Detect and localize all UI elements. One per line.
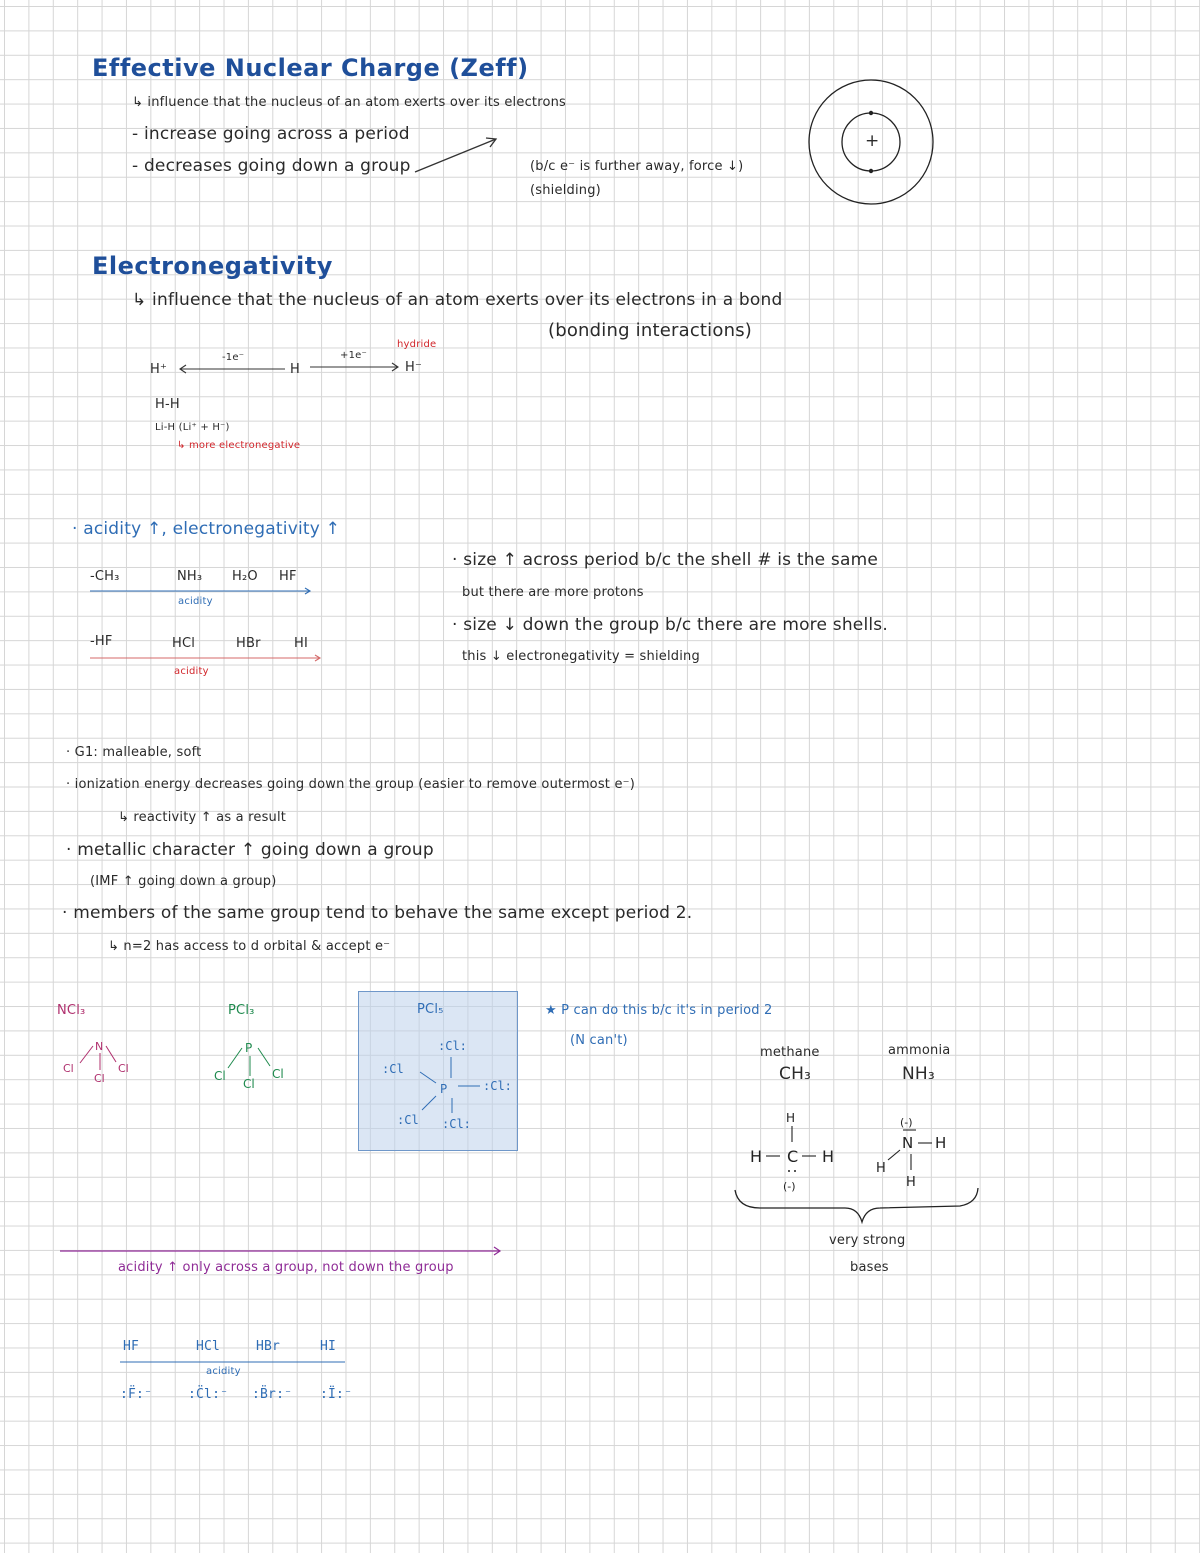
h-plus: H⁺ <box>150 362 168 377</box>
svg-text:H: H <box>786 1111 796 1125</box>
group-reactivity: ↳ reactivity ↑ as a result <box>118 810 287 825</box>
svg-text:H: H <box>750 1147 763 1166</box>
bottom-acidity-label: acidity <box>206 1366 241 1377</box>
hcl-row2: HCl <box>172 636 196 651</box>
svg-text:(-): (-) <box>900 1116 913 1129</box>
svg-text:H: H <box>822 1147 835 1166</box>
ammonia-formula: NH₃ <box>902 1064 935 1084</box>
minus-electron: -1e⁻ <box>222 352 245 363</box>
fluoride-ion: :F̈:⁻ <box>120 1387 153 1402</box>
group-imf: (IMF ↑ going down a group) <box>90 874 277 889</box>
svg-text::Cl: :Cl <box>382 1062 404 1076</box>
svg-text::Cl:: :Cl: <box>438 1039 467 1053</box>
svg-text:H: H <box>876 1161 886 1176</box>
methane-label: methane <box>760 1045 820 1060</box>
more-electronegative-note: ↳ more electronegative <box>177 440 301 451</box>
svg-text:Cl: Cl <box>243 1077 255 1091</box>
ammonia-label: ammonia <box>888 1043 951 1058</box>
nh3: NH₃ <box>177 569 203 584</box>
pcl5-label: PCl₅ <box>417 1002 444 1017</box>
bromide-ion: :B̈r:⁻ <box>252 1387 293 1402</box>
group-n2: ↳ n=2 has access to d orbital & accept e⁻ <box>108 939 391 954</box>
hydride-label: hydride <box>397 339 437 350</box>
acidity-header: · acidity ↑, electronegativity ↑ <box>72 519 341 539</box>
svg-text:H: H <box>935 1134 947 1152</box>
h-atom: H <box>290 362 300 377</box>
svg-text:(-): (-) <box>783 1180 796 1193</box>
size-line4: this ↓ electronegativity = shielding <box>462 649 700 664</box>
hf-row2: -HF <box>90 634 113 649</box>
hf: HF <box>279 569 297 584</box>
very-strong-label: very strong <box>829 1233 906 1248</box>
acidity-label-row2: acidity <box>174 666 209 677</box>
size-line3: · size ↓ down the group b/c there are more shells. <box>452 615 888 635</box>
bases-label: bases <box>850 1260 889 1275</box>
star-note-n-cant: (N can't) <box>570 1033 628 1048</box>
h2o: H₂O <box>232 569 258 584</box>
bottom-hbr: HBr <box>256 1339 281 1354</box>
svg-text:H: H <box>906 1175 916 1190</box>
en-title: Electronegativity <box>92 252 333 280</box>
en-definition: ↳ influence that the nucleus of an atom exerts over its electrons in a bond <box>132 290 783 310</box>
pcl3-label: PCl₃ <box>228 1003 255 1018</box>
svg-text:Cl: Cl <box>63 1062 74 1075</box>
h-minus: H⁻ <box>405 360 423 375</box>
zeff-note-shielding: (shielding) <box>530 183 601 198</box>
acidity-label-row1: acidity <box>178 596 213 607</box>
chloride-ion: :C̈l:⁻ <box>188 1387 229 1402</box>
svg-text:P: P <box>245 1041 253 1055</box>
svg-text:Cl: Cl <box>118 1062 129 1075</box>
svg-text:Cl: Cl <box>272 1067 284 1081</box>
zeff-note-further: (b/c e⁻ is further away, force ↓) <box>530 159 744 174</box>
group-ionization: · ionization energy decreases going down the group (easier to remove outermost e⁻) <box>66 777 635 792</box>
svg-text::Cl:: :Cl: <box>483 1079 512 1093</box>
svg-text:P: P <box>440 1082 448 1096</box>
h-h-bond: H-H <box>155 397 180 412</box>
size-line1: · size ↑ across period b/c the shell # is the same <box>452 550 879 570</box>
bottom-hf: HF <box>123 1339 140 1354</box>
bottom-hi: HI <box>320 1339 337 1354</box>
group-members: · members of the same group tend to behave the same except period 2. <box>62 903 693 923</box>
methane-formula: CH₃ <box>779 1064 812 1084</box>
ch3: -CH₃ <box>90 569 120 584</box>
group-g1: · G1: malleable, soft <box>66 745 202 760</box>
bottom-hcl: HCl <box>196 1339 221 1354</box>
svg-text:N: N <box>902 1134 914 1152</box>
svg-text:Cl: Cl <box>94 1072 105 1085</box>
plus-electron: +1e⁻ <box>340 350 367 361</box>
svg-text::Cl: :Cl <box>397 1113 419 1127</box>
li-h-bond: Li-H (Li⁺ + H⁻) <box>155 422 230 433</box>
zeff-definition: ↳ influence that the nucleus of an atom exerts over its electrons <box>132 95 567 110</box>
star-note-period: ★ P can do this b/c it's in period 2 <box>545 1003 773 1018</box>
svg-text:N: N <box>95 1040 104 1053</box>
nucleus-charge: + <box>865 131 880 151</box>
bottom-acidity-note: acidity ↑ only across a group, not down the group <box>118 1260 454 1275</box>
zeff-bullet-down: - decreases going down a group <box>132 156 411 176</box>
ncl3-label: NCl₃ <box>57 1003 86 1018</box>
zeff-title: Effective Nuclear Charge (Zeff) <box>92 54 529 82</box>
svg-text::Cl:: :Cl: <box>442 1117 471 1131</box>
hi-row2: HI <box>294 636 309 651</box>
group-metallic: · metallic character ↑ going down a group <box>66 840 434 860</box>
hbr-row2: HBr <box>236 636 261 651</box>
en-bonding-interactions: (bonding interactions) <box>548 320 752 341</box>
zeff-bullet-across: - increase going across a period <box>132 124 410 144</box>
size-line2: but there are more protons <box>462 585 644 600</box>
svg-text:C: C <box>787 1147 799 1166</box>
iodide-ion: :Ï:⁻ <box>320 1387 353 1402</box>
svg-text:Cl: Cl <box>214 1069 226 1083</box>
